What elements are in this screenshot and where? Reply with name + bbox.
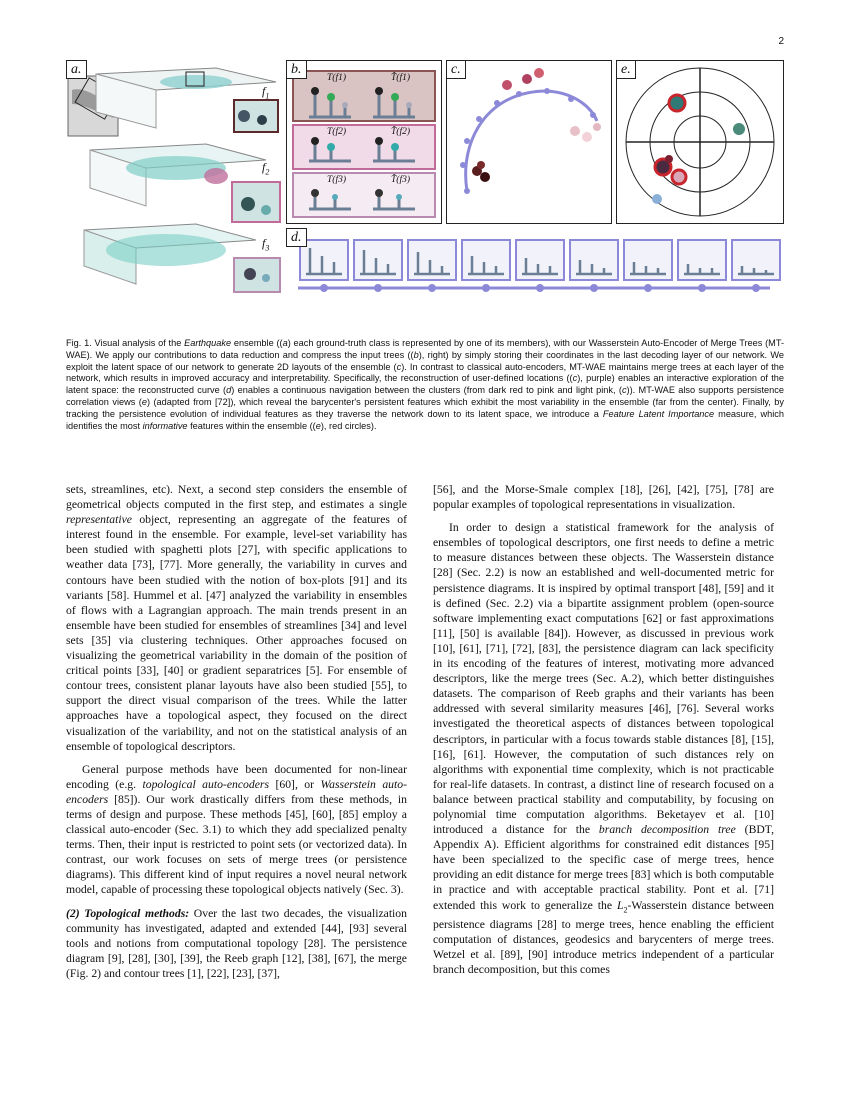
right-column <box>433 482 774 977</box>
panel-b-label: b. <box>287 61 307 79</box>
page-number: 2 <box>778 36 784 47</box>
tree-label-2a: T(f2) <box>327 127 346 137</box>
panel-a-illustration <box>66 60 284 294</box>
left-para-2: General purpose methods have been documented for non-linear encoding (e.g. topological auto-encoders [60], or Wasserstein auto-encoders [85]). Our work drastically differs from these methods, in terms of design and purpose. These methods [45], [60], [85] employ a classical auto-encoder (Sec. 3.1) to which they add specialized penalty terms. Then, their input is restricted to point sets (or vectorized data). In contrast, our work focuses on sets of merge trees (or persistence diagrams). This different kind of input requires a novel neural network model, capable of processing these topological objects natively (Sec. 3). <box>66 762 407 897</box>
panel-c-latent-layout <box>447 61 611 223</box>
panel-b-trees <box>287 61 441 223</box>
right-para-2: In order to design a statistical framework for the analysis of ensembles of topological descriptors, one first needs to define a metric to measure distances between these objects. The Wasserstein distance [28] (Sec. 2.2) is now an established and well-documented metric for persistence diagrams. It is inspired by optimal transport [48], [59] and it is defined (Sec. 2.2) via a bipartite assignment problem (open-source software implementing exact computations [62] or fast approximations [11], [50] is available [84]). However, as discussed in previous work [10], [61], [71], [72], [83], the persistence diagram can lack specificity in its encoding of the features of interest, motivating more advanced descriptors, like the merge trees (Sec. A.2), which better distinguishes datasets. The comparison of Reeb graphs and their variants has been addressed with several similarity measures [46], [76]. Several works investigated the theoretical aspects of distances between topological descriptors, in particular with a focus towards stable distances [8], [15], [16], [61]. However, the computation of such distances rely on algorithms with exponential time complexity, which is not practicable for real-life datasets. In contrast, a distinct line of research focused on a balance between practical stability and computability, by focusing on polynomial time computation algorithms. Beketayev et al. [10] introduced a distance for the branch decomposition tree (BDT, Appendix A). Efficient algorithms for constrained edit distances [95] have been specialized to the specific case of merge trees, hence providing an edit distance for merge trees [83] which is both computable in practice and with acceptable practical stability. Pont et al. [71] extended this work to generalize the $L_2$-Wasserstein distance between persistence diagrams [28] to merge trees, hence enabling the efficient computation of distances, geodesics and barycenters of merge trees. Wetzel et al. [89], [90] introduce metrics independent of a particular branch decomposition, but this comes <box>433 521 774 977</box>
f1-label: $f_1$ <box>262 84 270 101</box>
panel-d <box>286 228 782 296</box>
tree-label-2b: T̂(f2) <box>391 127 410 137</box>
tree-label-3b: T̂(f3) <box>391 175 410 185</box>
panel-a-label: a. <box>66 60 87 79</box>
right-para-1: [56], and the Morse-Smale complex [18], [26], [42], [75], [78] are popular examples of topological representations in visualization. <box>433 483 774 512</box>
panel-c-label: c. <box>447 61 466 79</box>
panel-a <box>66 60 284 294</box>
panel-e-label: e. <box>617 61 636 79</box>
f3-label: $f_3$ <box>262 236 270 253</box>
panel-b <box>286 60 442 224</box>
tree-label-1a: T(f1) <box>327 73 346 83</box>
tree-label-3a: T(f3) <box>327 175 346 185</box>
left-para-3: (2) Topological methods: Over the last two decades, the visualization community has investigated, adapted and extended [44], [93] several tools and notions from computational topology [28]. The persistence diagram [9], [28], [30], [39], the Reeb graph [12], [38], [67], the merge (Fig. 2) and contour trees [1], [22], [23], [37], <box>66 906 407 980</box>
panel-d-label: d. <box>286 228 307 247</box>
panel-e <box>616 60 784 224</box>
panel-e-correlation-view <box>617 61 783 223</box>
figure-1 <box>66 58 784 310</box>
f2-label: $f_2$ <box>262 160 270 177</box>
left-para-1: sets, streamlines, etc). Next, a second step considers the ensemble of geometrical objects computed in the first step, and estimates a single representative object, representing an aggregate of the features of interest found in the ensemble. For example, level-set variability has been studied with spaghetti plots [27], with specific applications to weather data [73], [77]. More generally, the variability in curves and contours have been studied with the notion of box-plots [91] and its variants [58]. Hummel et al. [47] analyzed the variability in ensembles of flows with a Lagrangian approach. The main trends present in an ensemble have been studied for ensembles of streamlines [34] and level sets [35] via clustering techniques. Other approaches focused on visualizing the geometrical variability in the domain of the position of critical points [33], [40] or gradient separatrices [5]. For ensemble of contour trees, consistent planar layouts have also been studied [55], to support the direct visual comparison of the trees. While the latter approaches have a topological aspect, they focused on the direct visualization of the variability, and not on the statistical analysis of an ensemble of topological descriptors. <box>66 483 407 753</box>
panel-c <box>446 60 612 224</box>
left-column <box>66 482 407 981</box>
panel-d-curve-reconstruction <box>286 228 782 296</box>
tree-label-1b: T̂(f1) <box>391 73 410 83</box>
figure-caption: Fig. 1. Visual analysis of the Earthquake ensemble ((a) each ground-truth class is represented by one of its members), with our Wasserstein Auto-Encoder of Merge Trees (MT-WAE). We apply our contributions to data reduction and compress the input trees ((b), right) by simply storing their coordinates in the last decoding layer of our network. We exploit the latent space of our network to generate 2D layouts of the ensemble (c). In contrast to classical auto-encoders, MT-WAE maintains merge trees at each layer of the network, which results in improved accuracy and interpretability. Specifically, the reconstruction of user-defined locations ((c), purple) enables an interactive exploration of the latent space: the reconstructed curve (d) enables a continuous navigation between the clusters (from dark red to pink and light pink, (c)). MT-WAE also supports persistence correlation views (e) (adapted from [72]), which reveal the barycenter's persistent features which exhibit the most variability in the ensemble (far from the center). Finally, by tracking the persistence evolution of individual features as they traverse the network down to its latent space, we introduce a Feature Latent Importance measure, which identifies the most informative features within the ensemble ((e), red circles). <box>66 338 784 431</box>
